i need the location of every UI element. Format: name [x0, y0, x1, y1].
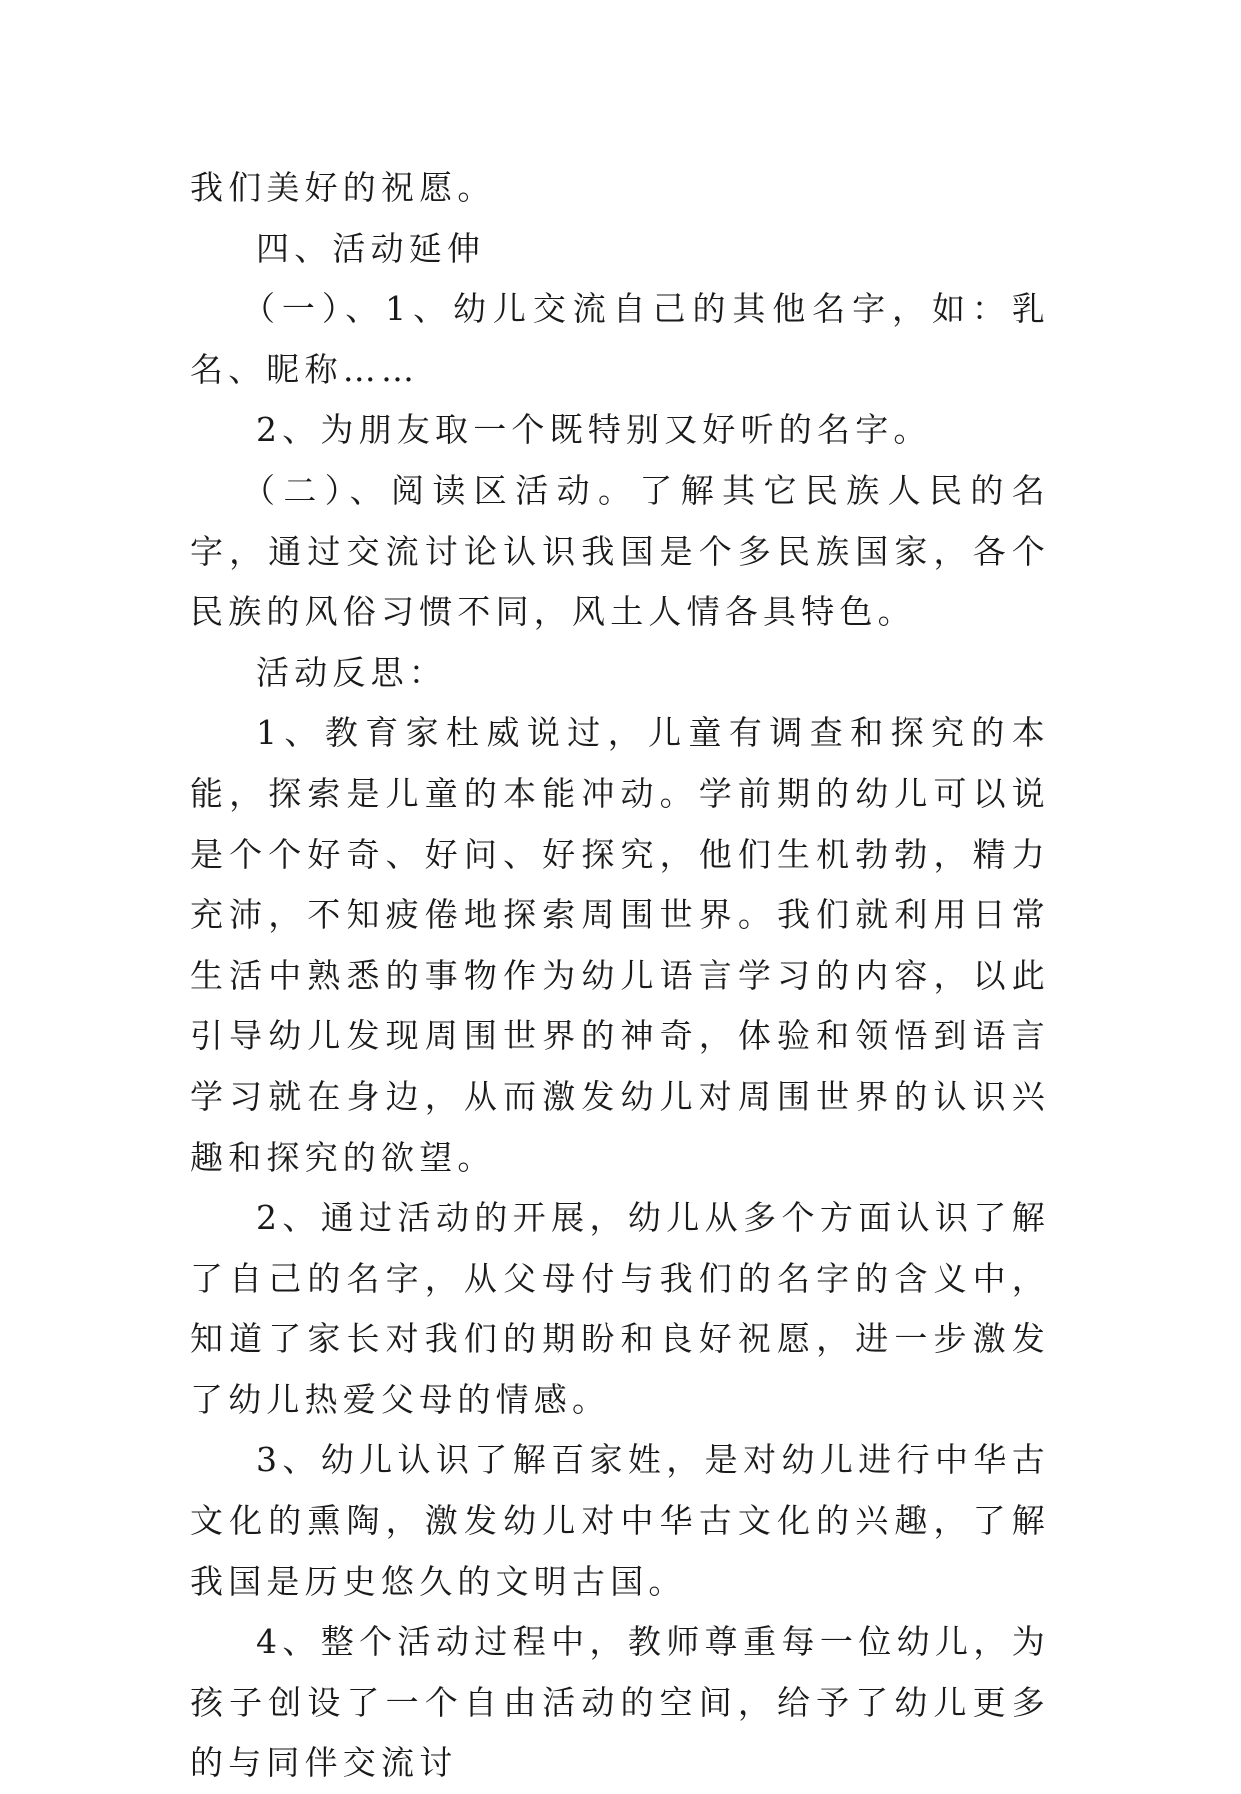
- paragraph-extension-2: 2、为朋友取一个既特别又好听的名字。: [256, 410, 932, 450]
- paragraph-continuation: 我们美好的祝愿。: [190, 168, 496, 207]
- section-heading-extension: 四、活动延伸: [256, 228, 486, 268]
- paragraph-reading-area: （二）、阅读区活动。了解其它民族人民的名字，通过交流讨论认识我国是个多民族国家，各个民族的风俗习惯不同，风土人情各具特色。: [190, 470, 1050, 632]
- section-heading-reflection: 活动反思：: [256, 652, 447, 692]
- paragraph-reflection-3: 3、幼儿认识了解百家姓，是对幼儿进行中华古文化的熏陶，激发幼儿对中华古文化的兴趣，了解我国是历史悠久的文明古国。: [190, 1440, 1050, 1601]
- paragraph-reflection-1: 1、教育家杜威说过，儿童有调查和探究的本能，探索是儿童的本能冲动。学前期的幼儿可以说是个个好奇、好问、好探究，他们生机勃勃，精力充沛，不知疲倦地探索周围世界。我们就利用日常生活中熟悉的事物作为幼儿语言学习的内容，以此引导幼儿发现周围世界的神奇，体验和领悟到语言学习就在身边，从而激发幼儿对周围世界的认识兴趣和探究的欲望。: [190, 713, 1050, 1177]
- paragraph-extension-1: （一）、1、幼儿交流自己的其他名字，如：乳名、昵称……: [190, 289, 1050, 389]
- paragraph-reflection-4: 4、整个活动过程中，教师尊重每一位幼儿，为孩子创设了一个自由活动的空间，给予了幼儿更多的与同伴交流讨: [190, 1622, 1050, 1783]
- document-body: [190, 158, 1050, 1794]
- paragraph-reflection-2: 2、通过活动的开展，幼儿从多个方面认识了解了自己的名字，从父母付与我们的名字的含义中，知道了家长对我们的期盼和良好祝愿，进一步激发了幼儿热爱父母的情感。: [190, 1198, 1050, 1419]
